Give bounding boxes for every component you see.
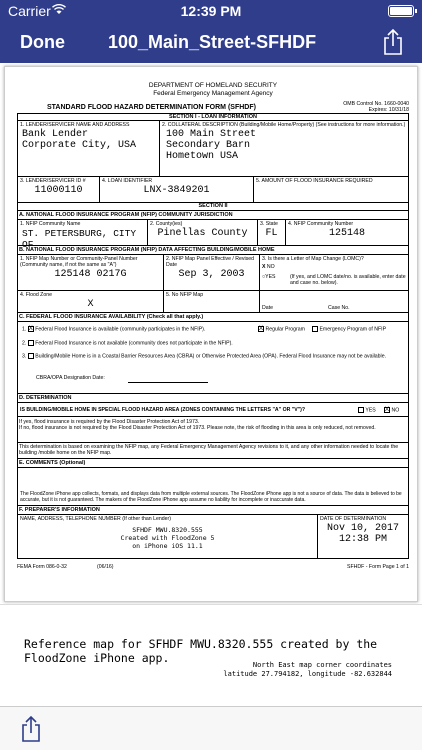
availability-option-2[interactable]: 2. Federal Flood Insurance is not available (community does not participate in the NFIP). — [22, 340, 233, 347]
availability-option-3[interactable]: 3. Building/Mobile Home is in a Coastal Barrier Resources Area (CBRA) or Otherwise Protected Area (OPA). Federal Flood Insurance may not be available. — [22, 353, 387, 360]
field-b5: 5. No NFIP Map — [164, 291, 260, 312]
ids-row — [17, 177, 409, 203]
map-row — [17, 255, 409, 291]
clock: 12:39 PM — [180, 3, 242, 19]
section-a-header: A. NATIONAL FLOOD INSURANCE PROGRAM (NFIP) COMMUNITY JURISDICTION — [17, 211, 409, 220]
emergency-program-checkbox[interactable]: Emergency Program of NFIP — [310, 325, 388, 333]
lomc-yes[interactable]: ○YES — [262, 274, 276, 280]
form-title: STANDARD FLOOD HAZARD DETERMINATION FORM (SFHDF) — [47, 104, 256, 111]
cbra-date-line — [128, 382, 208, 383]
field-a4: 4. NFIP Community Number 125148 — [286, 220, 408, 245]
share-icon[interactable] — [20, 715, 42, 743]
share-icon[interactable] — [382, 28, 404, 56]
omb-info: OMB Control No. 1660-0040 Expires: 10/31/18 — [343, 101, 409, 113]
determination-yes-note: If yes, flood insurance is required by the Flood Disaster Protection Act of 1973. — [19, 419, 200, 425]
field-b4: 4. Flood Zone X — [18, 291, 164, 312]
sfha-yes[interactable]: YES — [356, 406, 378, 414]
field-1: 1. LENDER/SERVICER NAME AND ADDRESS Bank Lender Corporate City, USA — [18, 121, 160, 176]
community-number: 125148 — [328, 228, 365, 239]
section-e-header: E. COMMENTS (Optional) — [17, 459, 409, 468]
nav-bar — [0, 22, 422, 63]
bottom-toolbar — [0, 706, 422, 750]
reference-title: Reference map for SFHDF MWU.8320.555 created by the FloodZone iPhone app. — [24, 637, 378, 665]
field-a1: 1. NFIP Community Name ST. PETERSBURG, CITY OF — [18, 220, 148, 245]
collateral-line-1: 100 Main Street — [166, 129, 257, 140]
preparer-line-1: SFHDF MWU.8320.555 — [132, 526, 203, 534]
battery-icon — [388, 5, 414, 17]
time-value: 12:38 PM — [338, 534, 387, 545]
field-3: 3. LENDER/SERVICER ID # 11000110 — [18, 177, 100, 202]
field-b1: 1. NFIP Map Number or Community-Panel Number (Community name, if not the same as "A") 125148 0217G — [18, 255, 164, 290]
availability-section — [17, 322, 409, 394]
section-1-header: SECTION I - LOAN INFORMATION — [17, 113, 409, 121]
lender-name: Bank Lender — [22, 129, 89, 140]
reference-map-caption — [0, 604, 422, 704]
form-title-row — [17, 101, 409, 113]
agency-header — [17, 82, 409, 98]
section-b-header: B. NATIONAL FLOOD INSURANCE PROGRAM (NFIP) DATA AFFECTING BUILDING/MOBILE HOME — [17, 246, 409, 255]
field-b2: 2. NFIP Map Panel Effective / Revised Date Sep 3, 2003 — [164, 255, 260, 290]
community-name: ST. PETERSBURG, CITY OF — [22, 228, 137, 250]
done-button[interactable]: Done — [20, 32, 65, 52]
lender-collateral-row — [17, 121, 409, 177]
loan-id: LNX-3849201 — [143, 185, 210, 196]
status-bar — [0, 0, 422, 22]
field-a2: 2. County(ies) Pinellas County — [148, 220, 258, 245]
map-date: Sep 3, 2003 — [178, 269, 245, 280]
availability-option-1[interactable]: 1. X Federal Flood Insurance is available (community participates in the NFIP). — [22, 326, 206, 333]
section-c-header: C. FEDERAL FLOOD INSURANCE AVAILABILITY (Check all that apply.) — [17, 313, 409, 322]
preparer-info: NAME, ADDRESS, TELEPHONE NUMBER (If other than Lender) SFHDF MWU.8320.555 Created with FloodZone 5 on iPhone iOS 11.1 — [18, 515, 318, 558]
section-f-header: F. PREPARER'S INFORMATION — [17, 506, 409, 515]
field-b3: 3. Is there a Letter of Map Change (LOMC)? X NO ○YES (If yes, and LOMC date/no. is available, enter date and case no. below). — [260, 255, 408, 290]
determination-no-note: If no, flood insurance is not required by the Flood Disaster Protection Act of 1973. Please note, the risk of flooding in this area is only reduced, not removed. — [19, 425, 376, 431]
state: FL — [265, 228, 278, 239]
sfhdf-form — [17, 82, 409, 573]
collateral-line-3: Hometown USA — [166, 151, 239, 162]
field-5: 5. AMOUNT OF FLOOD INSURANCE REQUIRED — [256, 178, 373, 184]
field-4: 4. LOAN IDENTIFIER LNX-3849201 — [100, 177, 254, 202]
lomc-note: (If yes, and LOMC date/no. is available, enter date and case no. below). — [290, 274, 406, 286]
form-footer: FEMA Form 086-0-32 (06/16) SFHDF - Form Page 1 of 1 — [17, 564, 409, 570]
zone-row — [17, 291, 409, 313]
flood-zone: X — [87, 299, 94, 310]
date-value: Nov 10, 2017 — [326, 523, 399, 534]
sfha-question: IS BUILDING/MOBILE HOME IN SPECIAL FLOOD HAZARD AREA (ZONES CONTAINING THE LETTERS "A" OR "V")? — [20, 407, 306, 413]
coords-label: North East map corner coordinates — [252, 661, 392, 669]
field-2: 2. COLLATERAL DESCRIPTION (Building/Mobile Home/Property) (See instructions for more information.) 100 Main Street Secondary Barn Hometown USA — [160, 121, 408, 176]
section-2-header: SECTION II — [17, 203, 409, 211]
county: Pinellas County — [157, 228, 248, 239]
preparer-line-2: Created with FloodZone 5 — [120, 534, 215, 542]
determination-notes — [17, 417, 409, 443]
section-d-header: D. DETERMINATION — [17, 394, 409, 403]
determination-basis: This determination is based on examining the NFIP map, any Federal Emergency Management Agency revisions to it, and any other information needed to locate the building /mobile home on the NFIP map. — [17, 443, 409, 459]
lender-id: 11000110 — [34, 185, 83, 196]
agency-line-1: DEPARTMENT OF HOMELAND SECURITY — [148, 82, 278, 89]
determination-date: DATE OF DETERMINATION Nov 10, 2017 12:38 PM — [318, 515, 408, 558]
collateral-line-2: Secondary Barn — [166, 140, 251, 151]
cbra-date-label: CBRA/OPA Designation Date: — [36, 375, 105, 381]
lender-city: Corporate City, USA — [22, 140, 137, 151]
top-bar — [0, 0, 422, 63]
coords-value: latitude 27.794182, longitude -82.632844 — [223, 670, 392, 678]
field-a3: 3. State FL — [258, 220, 286, 245]
form-page — [4, 66, 418, 602]
lomc-no[interactable]: X NO — [262, 264, 275, 270]
preparer-row — [17, 515, 409, 559]
comments-text: The FloodZone iPhone app collects, formats, and displays data from multiple external sources. The FloodZone iPhone app is not a source of data. The data is believed to be accurate, but it is not guaranteed. The makers of the FloodZone iPhone app assume no liability for incomplete or inaccurate data. — [20, 491, 402, 503]
carrier-label: Carrier — [8, 3, 51, 19]
regular-program-checkbox[interactable]: X Regular Program — [259, 326, 305, 333]
sfha-no[interactable]: X NO — [385, 407, 400, 414]
comments-box — [17, 468, 409, 506]
document-title: 100_Main_Street-SFHDF — [108, 32, 317, 52]
agency-line-2: Federal Emergency Management Agency — [153, 90, 273, 97]
preparer-line-3: on iPhone iOS 11.1 — [132, 542, 203, 550]
determination-question — [17, 403, 409, 417]
lomc-date-case: Date Case No. — [262, 305, 350, 311]
map-number: 125148 0217G — [54, 269, 127, 280]
